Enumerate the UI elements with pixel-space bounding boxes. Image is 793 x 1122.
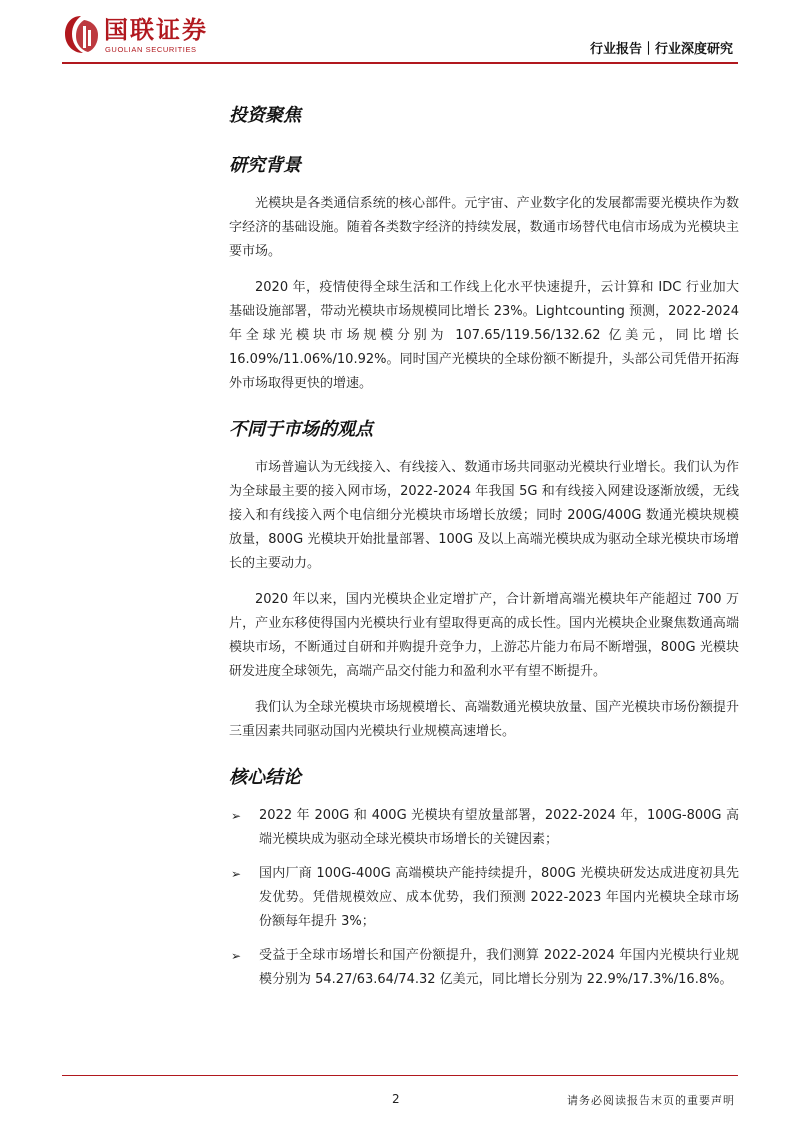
header-divider — [62, 62, 738, 64]
section-title-investment-focus: 投资聚焦 — [229, 105, 301, 126]
company-logo — [62, 14, 282, 60]
arrow-bullet-icon: ➢ — [231, 867, 242, 881]
different-view-paragraph-2: 2020 年以来，国内光模块企业定增扩产，合计新增高端光模块年产能超过 700 万片，产业东移使得国内光模块行业有望取得更高的成长性。国内光模块企业聚焦数通高端模块市场，不断通过自研和并购提升竞争力，上游芯片能力布局不断增强，800G 光模块研发进度全球领先，高端产品交付能力和盈利水平有望不断提升。 — [229, 592, 739, 679]
logo-text-en: GUOLIAN SECURITIES — [105, 45, 197, 54]
arrow-bullet-icon: ➢ — [231, 949, 242, 963]
background-paragraph-2: 2020 年，疫情使得全球生活和工作线上化水平快速提升，云计算和 IDC 行业加大基础设施部署，带动光模块市场规模同比增长 23%。Lightcounting 预测，2022-2024 年全球光模块市场规模分别为 107.65/119.56/132.62 亿美元，同比增长 16.09%/11.06%/10.92%。同时国产光模块的全球份额不断提升，头部公司凭借开拓海外市场取得更快的增速。 — [229, 280, 739, 391]
different-view-paragraph-1: 市场普遍认为无线接入、有线接入、数通市场共同驱动光模块行业增长。我们认为作为全球最主要的接入网市场，2022-2024 年我国 5G 和有线接入网建设逐渐放缓，无线接入和有线接入两个电信细分光模块市场增长放缓；同时 200G/400G 数通光模块规模放量，800G 光模块开始批量部署、100G 及以上高端光模块成为驱动全球光模块市场增长的主要动力。 — [229, 460, 739, 571]
footer-divider — [62, 1075, 738, 1076]
footer-disclaimer: 请务必阅读报告末页的重要声明 — [567, 1094, 735, 1107]
page-number: 2 — [392, 1092, 400, 1106]
list-item — [229, 804, 739, 852]
logo-emblem-icon — [62, 14, 100, 56]
conclusion-item-text: 国内厂商 100G-400G 高端模块产能持续提升，800G 光模块研发达成进度初具先发优势。凭借规模效应、成本优势，我们预测 2022-2023 年国内光模块全球市场份额每年提升 3%； — [259, 866, 739, 929]
list-item — [229, 944, 739, 992]
conclusion-list — [229, 804, 739, 992]
conclusion-item-text: 受益于全球市场增长和国产份额提升，我们测算 2022-2024 年国内光模块行业规模分别为 54.27/63.64/74.32 亿美元，同比增长分别为 22.9%/17.3%/16.8%。 — [259, 948, 739, 987]
section-title-background: 研究背景 — [229, 155, 301, 176]
section-title-different-view: 不同于市场的观点 — [229, 419, 373, 440]
section-title-conclusion: 核心结论 — [229, 767, 301, 788]
report-body — [229, 100, 739, 992]
conclusion-item-text: 2022 年 200G 和 400G 光模块有望放量部署，2022-2024 年，100G-800G 高端光模块成为驱动全球光模块市场增长的关键因素； — [259, 808, 739, 847]
background-paragraph-1: 光模块是各类通信系统的核心部件。元宇宙、产业数字化的发展都需要光模块作为数字经济的基础设施。随着各类数字经济的持续发展，数通市场替代电信市场成为光模块主要市场。 — [229, 196, 739, 259]
page-header — [0, 0, 793, 70]
list-item — [229, 862, 739, 934]
arrow-bullet-icon: ➢ — [231, 809, 242, 823]
report-type-label: 行业报告｜行业深度研究 — [589, 42, 733, 57]
different-view-paragraph-3: 我们认为全球光模块市场规模增长、高端数通光模块放量、国产光模块市场份额提升三重因素共同驱动国内光模块行业规模高速增长。 — [229, 700, 739, 739]
logo-text-cn: 国联证券 — [104, 16, 208, 44]
